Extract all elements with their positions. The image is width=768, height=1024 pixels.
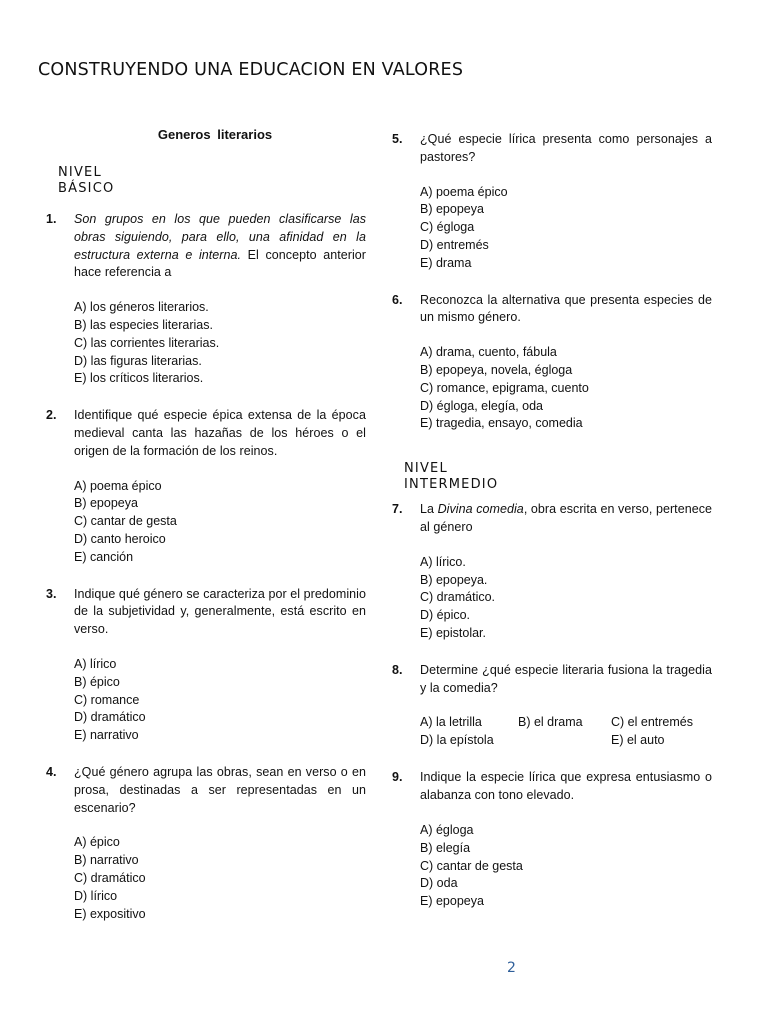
question-number: 8.	[392, 662, 403, 677]
question-number: 9.	[392, 770, 403, 785]
question-text: Indique qué género se caracteriza por el predominio de la subjetividad y, generalmente, está escrito en verso.	[74, 586, 366, 637]
option-a: A) lírico.	[420, 554, 466, 569]
option-b: B) epopeya	[420, 202, 484, 217]
question-2	[46, 407, 366, 566]
option-a: A) drama, cuento, fábula	[420, 345, 557, 360]
answer-options	[74, 656, 366, 745]
answer-options	[74, 834, 366, 923]
option-b: B) narrativo	[74, 853, 139, 868]
option-b: B) épico	[74, 674, 120, 689]
question-text: ¿Qué especie lírica presenta como personajes a pastores?	[420, 132, 712, 164]
option-e: E) epopeya	[420, 894, 484, 909]
option-a: A) los géneros literarios.	[74, 300, 209, 315]
question-text	[420, 501, 712, 537]
option-c: C) cantar de gesta	[74, 514, 177, 529]
question-text-pre: La	[420, 502, 438, 517]
question-number: 3.	[46, 586, 57, 601]
question-number: 4.	[46, 764, 57, 779]
question-7	[392, 501, 712, 643]
option-e: E) expositivo	[74, 906, 146, 921]
question-3	[46, 586, 366, 745]
option-c: C) dramático.	[420, 590, 496, 605]
option-d: D) égloga, elegía, oda	[420, 398, 544, 413]
question-number: 5.	[392, 132, 403, 146]
option-d: D) entremés	[420, 237, 489, 252]
left-column	[46, 124, 366, 942]
option-e: E) epistolar.	[420, 625, 487, 640]
option-d: D) dramático	[74, 710, 146, 725]
answer-options	[420, 184, 712, 273]
option-d: D) la epístola	[420, 733, 494, 748]
option-e: E) los críticos literarios.	[74, 371, 204, 386]
option-e: E) drama	[420, 255, 472, 270]
question-number: 7.	[392, 502, 403, 517]
page-number: 2	[507, 960, 516, 976]
question-text: Determine ¿qué especie literaria fusiona la tragedia y la comedia?	[420, 662, 712, 695]
question-6	[392, 292, 712, 434]
question-text-italic: Son grupos en los que pueden clasificarse las obras siguiendo, para ello, una afinidad en la estructura externa e interna.	[74, 212, 366, 262]
option-d: D) lírico	[74, 888, 118, 903]
question-number: 2.	[46, 408, 57, 423]
question-text-rest: El concepto anterior hace referencia a	[74, 247, 366, 280]
option-c: C) romance, epigrama, cuento	[420, 380, 589, 395]
option-a: A) poema épico	[420, 184, 508, 199]
question-number: 1.	[46, 212, 57, 226]
option-a: A) égloga	[420, 822, 474, 837]
level-label-intermediate: NIVEL INTERMEDIO	[404, 461, 499, 493]
question-text-italic: Divina comedia	[437, 502, 524, 517]
level-label-basic: NIVEL BÁSICO	[58, 165, 115, 196]
option-c: C) el entremés	[611, 715, 693, 730]
option-b: B) elegía	[420, 840, 471, 855]
question-8	[392, 662, 712, 751]
option-b: B) las especies literarias.	[74, 317, 213, 332]
answer-options	[420, 554, 712, 643]
option-b: B) epopeya	[74, 496, 138, 511]
question-9	[392, 769, 712, 911]
question-1	[46, 211, 366, 388]
question-number: 6.	[392, 292, 403, 307]
answer-options	[420, 714, 712, 750]
option-c: C) las corrientes literarias.	[74, 335, 220, 350]
section-heading: Generos literarios	[157, 127, 273, 142]
option-a: A) épico	[74, 835, 120, 850]
question-text	[74, 211, 366, 282]
option-e: E) tragedia, ensayo, comedia	[420, 416, 583, 431]
option-c: C) cantar de gesta	[420, 858, 523, 873]
option-c: C) égloga	[420, 220, 475, 235]
answer-options	[74, 299, 366, 388]
question-text-rest: , obra escrita en verso, pertenece al género	[420, 502, 713, 534]
option-d: D) oda	[420, 876, 458, 891]
option-b: B) epopeya, novela, égloga	[420, 362, 573, 377]
question-text: Identifique qué especie épica extensa de la época medieval canta las hazañas de los héroes o el origen de la formación de los reinos.	[74, 408, 366, 458]
answer-options	[420, 344, 712, 433]
option-e: E) el auto	[611, 733, 665, 748]
question-text: ¿Qué género agrupa las obras, sean en verso o en prosa, destinadas a ser representadas en un escenario?	[74, 764, 366, 815]
option-d: D) las figuras literarias.	[74, 353, 202, 368]
option-c: C) romance	[74, 692, 140, 707]
option-e: E) narrativo	[74, 728, 139, 743]
question-text: Reconozca la alternativa que presenta especies de un mismo género.	[420, 292, 712, 325]
option-c: C) dramático	[74, 870, 146, 885]
option-a: A) la letrilla	[420, 715, 482, 730]
option-e: E) canción	[74, 549, 134, 564]
option-a: A) poema épico	[74, 478, 162, 493]
document-title: CONSTRUYENDO UNA EDUCACION EN VALORES	[38, 60, 464, 80]
right-column	[392, 131, 712, 930]
question-5	[392, 131, 712, 273]
option-d: D) canto heroico	[74, 531, 166, 546]
option-b: B) epopeya.	[420, 572, 488, 587]
question-text: Indique la especie lírica que expresa entusiasmo o alabanza con tono elevado.	[420, 770, 712, 803]
answer-options	[74, 478, 366, 567]
option-d: D) épico.	[420, 608, 471, 623]
option-b: B) el drama	[518, 715, 583, 730]
answer-options	[420, 822, 712, 911]
option-a: A) lírico	[74, 656, 117, 671]
question-4	[46, 764, 366, 923]
